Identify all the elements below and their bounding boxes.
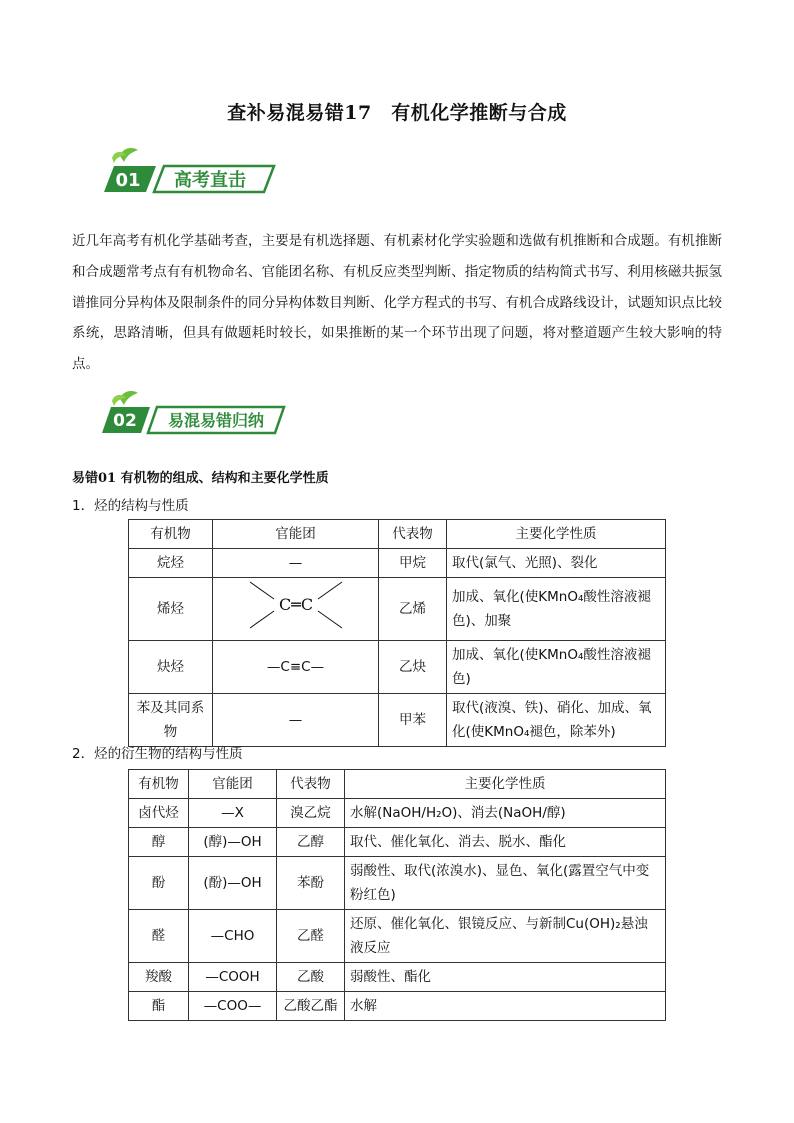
section-label: 易混易错归纳 [167,411,265,430]
derivative-table [128,769,666,1021]
cell-props: 弱酸性、酯化 [345,963,666,992]
cell-props: 加成、氧化(使KMnO₄酸性溶液褪色) [447,641,666,694]
cell-group: —CHO [189,910,277,963]
cell-props: 还原、催化氧化、银镜反应、与新制Cu(OH)₂悬浊液反应 [345,910,666,963]
table-header-row [129,770,666,799]
badge-graphic [98,389,298,441]
table-row [129,799,666,828]
cell-rep: 甲烷 [379,549,447,578]
header-cell: 有机物 [129,520,213,549]
cell-group: —C≡C— [213,641,379,694]
cell-props: 取代(氯气、光照)、裂化 [447,549,666,578]
subheading-derivatives: 2．烃的衍生物的结构与性质 [72,746,243,762]
cell-props: 水解 [345,992,666,1021]
cell-name: 酯 [129,992,189,1021]
alkene-group-label: C═C [278,595,313,614]
cell-name: 苯及其同系物 [129,694,213,747]
cell-rep: 乙烯 [379,578,447,641]
section-badge-2 [98,389,298,445]
cell-rep: 乙酸 [277,963,345,992]
table-row [129,828,666,857]
cell-group: —X [189,799,277,828]
header-cell: 代表物 [277,770,345,799]
cell-rep: 乙酸乙酯 [277,992,345,1021]
cell-name: 烷烃 [129,549,213,578]
cell-name: 羧酸 [129,963,189,992]
cell-name: 炔烃 [129,641,213,694]
header-cell: 官能团 [189,770,277,799]
cell-name: 卤代烃 [129,799,189,828]
table-row [129,857,666,910]
cell-group: (醇)—OH [189,828,277,857]
page-title: 查补易混易错17 有机化学推断与合成 [227,102,567,124]
cell-name: 烯烃 [129,578,213,641]
cell-props: 取代(液溴、铁)、硝化、加成、氧化(使KMnO₄褪色，除苯外) [447,694,666,747]
cell-props: 取代、催化氧化、消去、脱水、酯化 [345,828,666,857]
table-row [129,549,666,578]
hydrocarbon-table [128,519,666,747]
alkene-structure-diagram [236,578,356,632]
cell-rep: 乙醛 [277,910,345,963]
section-label: 高考直击 [174,170,246,191]
subheading-hydrocarbons: 1．烃的结构与性质 [72,498,189,514]
cell-name: 醛 [129,910,189,963]
table-row [129,578,666,641]
table-row [129,641,666,694]
cell-rep: 乙炔 [379,641,447,694]
header-cell: 代表物 [379,520,447,549]
section-number: 02 [113,411,137,431]
cell-rep: 苯酚 [277,857,345,910]
header-cell: 有机物 [129,770,189,799]
header-cell: 主要化学性质 [447,520,666,549]
table-row [129,694,666,747]
cell-group: —COOH [189,963,277,992]
cell-props: 水解(NaOH/H₂O)、消去(NaOH/醇) [345,799,666,828]
cell-props: 加成、氧化(使KMnO₄酸性溶液褪色)、加聚 [447,578,666,641]
intro-paragraph: 近几年高考有机化学基础考查，主要是有机选择题、有机素材化学实验题和选做有机推断和合成题。有机推断和合成题常考点有有机物命名、官能团名称、有机反应类型判断、指定物质的结构简式书写、利用核磁共振氢谱推同分异构体及限制条件的同分异构体数目判断、化学方程式的书写、有机合成路线设计，试题知识点比较系统，思路清晰，但具有做题耗时较长，如果推断的某一个环节出现了问题，将对整道题产生较大影响的特点。 [72,233,722,373]
header-cell: 主要化学性质 [345,770,666,799]
cell-group: —COO— [189,992,277,1021]
table-header-row [129,520,666,549]
header-cell: 官能团 [213,520,379,549]
table-row [129,963,666,992]
cell-name: 醇 [129,828,189,857]
cell-group-alkene [213,578,379,641]
cell-rep: 溴乙烷 [277,799,345,828]
cell-group: — [213,549,379,578]
cell-rep: 甲苯 [379,694,447,747]
cell-name: 酚 [129,857,189,910]
table-row [129,910,666,963]
cell-group: (酚)—OH [189,857,277,910]
section-badge-1 [98,146,278,202]
section-number: 01 [115,170,141,191]
cell-rep: 乙醇 [277,828,345,857]
section-heading: 易错01 有机物的组成、结构和主要化学性质 [72,471,329,486]
badge-graphic [98,146,278,198]
cell-props: 弱酸性、取代(浓溴水)、显色、氧化(露置空气中变粉红色) [345,857,666,910]
table-row [129,992,666,1021]
cell-group: — [213,694,379,747]
